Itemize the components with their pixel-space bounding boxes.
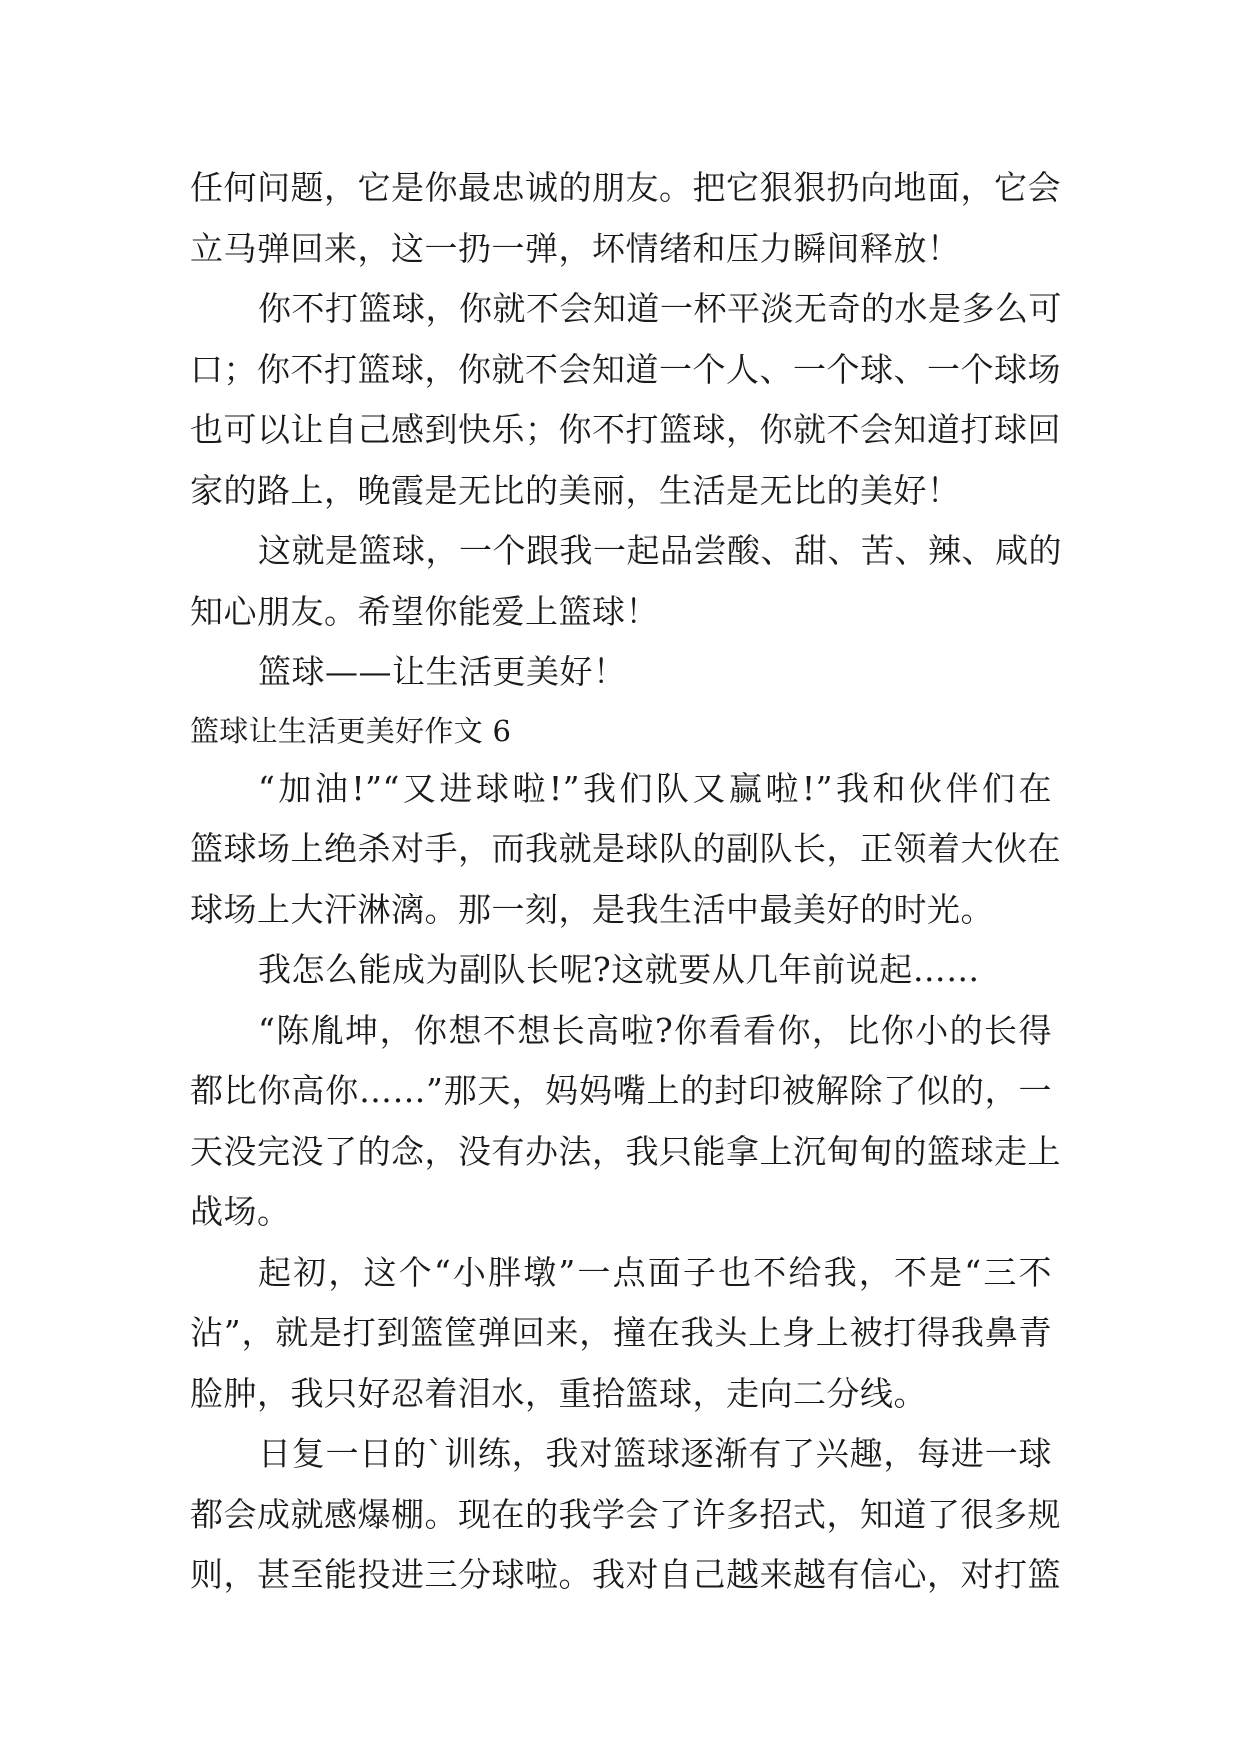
text-line: 天没完没了的念，没有办法，我只能拿上沉甸甸的篮球走上 [190,1131,1061,1171]
text-line: 家的路上，晚霞是无比的美丽，生活是无比的美好！ [190,470,961,510]
text-line: 这就是篮球，一个跟我一起品尝酸、甜、苦、辣、咸的 [258,531,1062,570]
text-line: 你不打篮球，你就不会知道一杯平淡无奇的水是多么可 [258,289,1062,328]
section-heading: 篮球让生活更美好作文 6 [190,713,512,748]
text-line: 脸肿，我只好忍着泪水，重拾篮球，走向二分线。 [190,1373,927,1413]
text-line: 日复一日的`训练，我对篮球逐渐有了兴趣，每进一球 [258,1434,1052,1473]
text-line: 战场。 [190,1192,291,1231]
text-line: 我怎么能成为副队长呢?这就要从几年前说起…… [258,950,980,989]
text-line: 知心朋友。希望你能爱上篮球！ [190,591,659,631]
text-line: 球场上大汗淋漓。那一刻，是我生活中最美好的时光。 [190,889,994,929]
text-line: 则，甚至能投进三分球啦。我对自己越来越有信心，对打篮 [190,1555,1061,1594]
text-line: 也可以让自己感到快乐；你不打篮球，你就不会知道打球回 [190,410,1061,449]
text-line: 沾”，就是打到篮筐弹回来，撞在我头上身上被打得我鼻青 [190,1313,1052,1352]
text-line: 篮球场上绝杀对手，而我就是球队的副队长，正领着大伙在 [190,829,1061,868]
text-line: 都比你高你……”那天，妈妈嘴上的封印被解除了似的，一 [190,1071,1052,1110]
text-line: 任何问题，它是你最忠诚的朋友。把它狠狠扔向地面，它会 [190,168,1061,207]
article-body [190,158,1062,1606]
text-line: 都会成就感爆棚。现在的我学会了许多招式，知道了很多规 [190,1494,1061,1534]
text-line: “加油!”“又进球啦!”我们队又赢啦!”我和伙伴们在 [258,768,1052,808]
text-line: “陈胤坤，你想不想长高啦?你看看你，比你小的长得 [258,1010,1052,1050]
text-line: 立马弹回来，这一扔一弹，坏情绪和压力瞬间释放！ [190,228,961,268]
text-line: 篮球——让生活更美好！ [258,652,627,691]
text-line: 口；你不打篮球，你就不会知道一个人、一个球、一个球场 [190,349,1061,389]
text-line: 起初，这个“小胖墩”一点面子也不给我，不是“三不 [258,1252,1052,1292]
